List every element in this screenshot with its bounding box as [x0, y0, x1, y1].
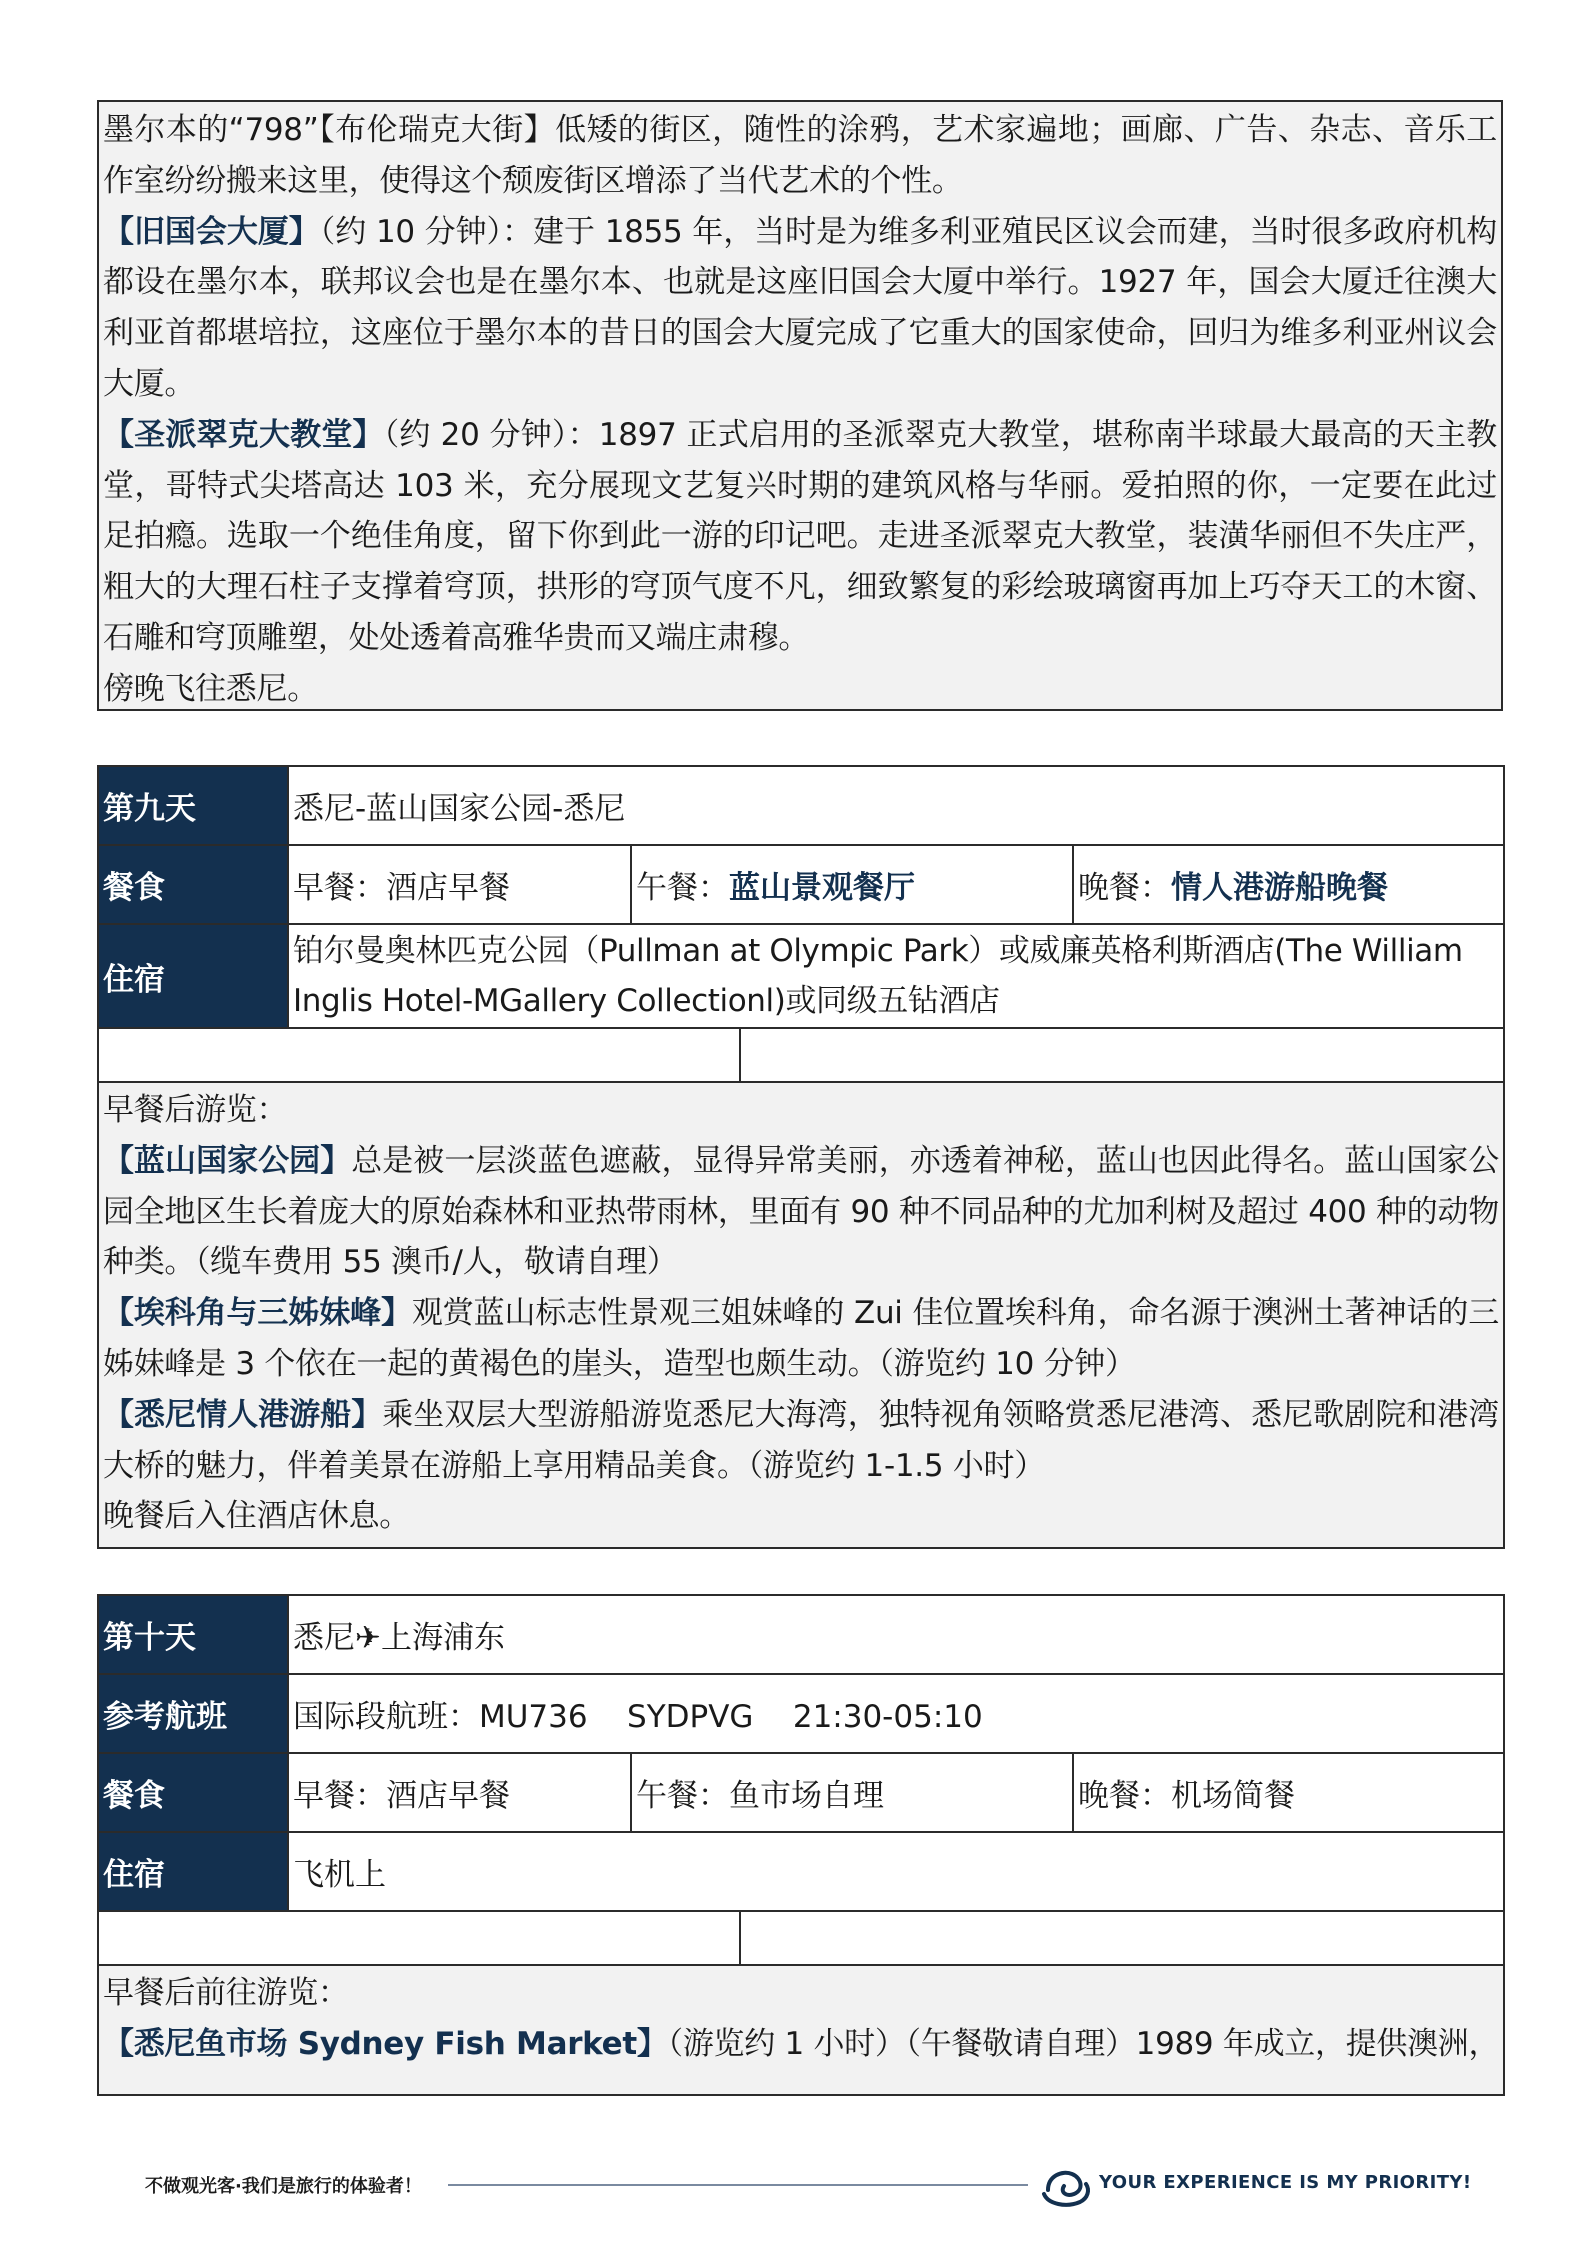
- st-patricks-title: 【圣派翠克大教堂】: [103, 416, 384, 453]
- footer-slogan-left: 不做观光客·我们是旅行的体验者！: [145, 2176, 422, 2197]
- day9-meal-label: 餐食: [98, 845, 288, 924]
- old-parliament-paragraph: [103, 207, 1497, 410]
- darling-harbour-title: 【悉尼情人港游船】: [103, 1396, 383, 1433]
- day10-meal-label: 餐食: [98, 1753, 288, 1832]
- day9-route: 悉尼-蓝山国家公园-悉尼: [288, 766, 1504, 845]
- day9-hotel: 铂尔曼奥林匹克公园（Pullman at Olympic Park）或威廉英格利斯酒店(The William Inglis Hotel-MGallery Collectionl)或同级五钻酒店: [288, 924, 1504, 1028]
- fish-market-paragraph: 【悉尼鱼市场 Sydney Fish Market】（游览约 1 小时）（午餐敬请自理）1989 年成立，提供澳洲，: [103, 2025, 1500, 2062]
- fish-market-title: 【悉尼鱼市场 Sydney Fish Market】: [103, 2025, 668, 2062]
- day10-intro: 早餐后前往游览：: [103, 1975, 349, 2011]
- brunswick-paragraph: 墨尔本的“798”【布伦瑞克大街】低矮的街区，随性的涂鸦，艺术家遍地；画廊、广告、杂志、音乐工作室纷纷搬来这里，使得这个颓废街区增添了当代艺术的个性。: [103, 112, 1497, 199]
- swirl-logo-icon: [1040, 2164, 1094, 2210]
- day10-label: 第十天: [98, 1595, 288, 1674]
- day9-section: [97, 765, 1503, 1547]
- day9-hotel-label: 住宿: [98, 924, 288, 1028]
- day10-hotel-label: 住宿: [98, 1832, 288, 1911]
- day9-lunch: 午餐：蓝山景观餐厅: [631, 845, 1073, 924]
- three-sisters-title: 【埃科角与三姊妹峰】: [103, 1295, 412, 1332]
- day10-info-table: [97, 1594, 1505, 2096]
- day10-hotel: 飞机上: [288, 1832, 1504, 1911]
- page-footer: [0, 2160, 1587, 2220]
- day9-itinerary-cell: [98, 1082, 1504, 1548]
- st-patricks-paragraph: [103, 410, 1497, 664]
- day9-end: 晚餐后入住酒店休息。: [103, 1498, 410, 1535]
- day10-section: [97, 1594, 1503, 2094]
- day10-flight: 国际段航班：MU736 SYDPVG 21:30-05:10: [288, 1674, 1504, 1753]
- day8-continuation-block: [97, 100, 1503, 711]
- day10-empty-cell-right: [740, 1911, 1504, 1965]
- evening-flight-note: 傍晚飞往悉尼。: [103, 670, 318, 707]
- day10-empty-cell-left: [98, 1911, 740, 1965]
- day9-itinerary-text: [99, 1083, 1503, 1542]
- st-patricks-text: （约 20 分钟）：1897 正式启用的圣派翠克大教堂，堪称南半球最大最高的天主教堂，哥特式尖塔高达 103 米，充分展现文艺复兴时期的建筑风格与华丽。爱拍照的你，一定要在此过足拍瘾。选取一个绝佳角度，留下你到此一游的印记吧。走进圣派翠克大教堂，装潢华丽但不失庄严，粗大的大理石柱子支撑着穹顶，拱形的穹顶气度不凡，细致繁复的彩绘玻璃窗再加上巧夺天工的木窗、石雕和穹顶雕塑，处处透着高雅华贵而又端庄肃穆。: [103, 416, 1497, 656]
- day10-itinerary-cell: [98, 1965, 1504, 2095]
- day10-breakfast: 早餐：酒店早餐: [288, 1753, 631, 1832]
- footer-slogan-right: YOUR EXPERIENCE IS MY PRIORITY!: [1099, 2172, 1472, 2193]
- old-parliament-text: （约 10 分钟）：建于 1855 年，当时是为维多利亚殖民区议会而建，当时很多政府机构都设在墨尔本，联邦议会也是在墨尔本、也就是这座旧国会大厦中举行。1927 年，国会大厦迁往澳大利亚首都堪培拉，这座位于墨尔本的昔日的国会大厦完成了它重大的国家使命，回归为维多利亚州议会大厦。: [103, 213, 1497, 402]
- day9-info-table: [97, 765, 1505, 1549]
- day9-intro: 早餐后游览：: [103, 1092, 288, 1128]
- day9-dinner: 晚餐：情人港游船晚餐: [1073, 845, 1504, 924]
- old-parliament-title: 【旧国会大厦】: [103, 213, 320, 250]
- blue-mountains-title: 【蓝山国家公园】: [103, 1142, 352, 1179]
- darling-harbour-paragraph: 【悉尼情人港游船】乘坐双层大型游船游览悉尼大海湾，独特视角领略赏悉尼港湾、悉尼歌剧院和港湾大桥的魅力，伴着美景在游船上享用精品美食。（游览约 1-1.5 小时）: [103, 1396, 1499, 1484]
- day9-empty-cell-left: [98, 1028, 740, 1082]
- day10-flight-label: 参考航班: [98, 1674, 288, 1753]
- blue-mountains-paragraph: 【蓝山国家公园】总是被一层淡蓝色遮蔽，显得异常美丽，亦透着神秘，蓝山也因此得名。蓝山国家公园全地区生长着庞大的原始森林和亚热带雨林，里面有 90 种不同品种的尤加利树及超过 400 种的动物种类。（缆车费用 55 澳币/人，敬请自理）: [103, 1142, 1499, 1281]
- day10-dinner: 晚餐：机场简餐: [1073, 1753, 1504, 1832]
- three-sisters-paragraph: 【埃科角与三姊妹峰】观赏蓝山标志性景观三姐妹峰的 Zui 佳位置埃科角，命名源于澳洲土著神话的三姊妹峰是 3 个依在一起的黄褐色的崖头，造型也颇生动。（游览约 10 分钟）: [103, 1295, 1500, 1382]
- day9-breakfast: 早餐：酒店早餐: [288, 845, 631, 924]
- day10-itinerary-text: [99, 1966, 1503, 2070]
- day9-label: 第九天: [98, 766, 288, 845]
- day10-route: 悉尼✈上海浦东: [288, 1595, 1504, 1674]
- day10-lunch: 午餐：鱼市场自理: [631, 1753, 1073, 1832]
- day8-text: [99, 102, 1501, 715]
- day9-empty-cell-right: [740, 1028, 1504, 1082]
- footer-divider: [448, 2184, 1028, 2186]
